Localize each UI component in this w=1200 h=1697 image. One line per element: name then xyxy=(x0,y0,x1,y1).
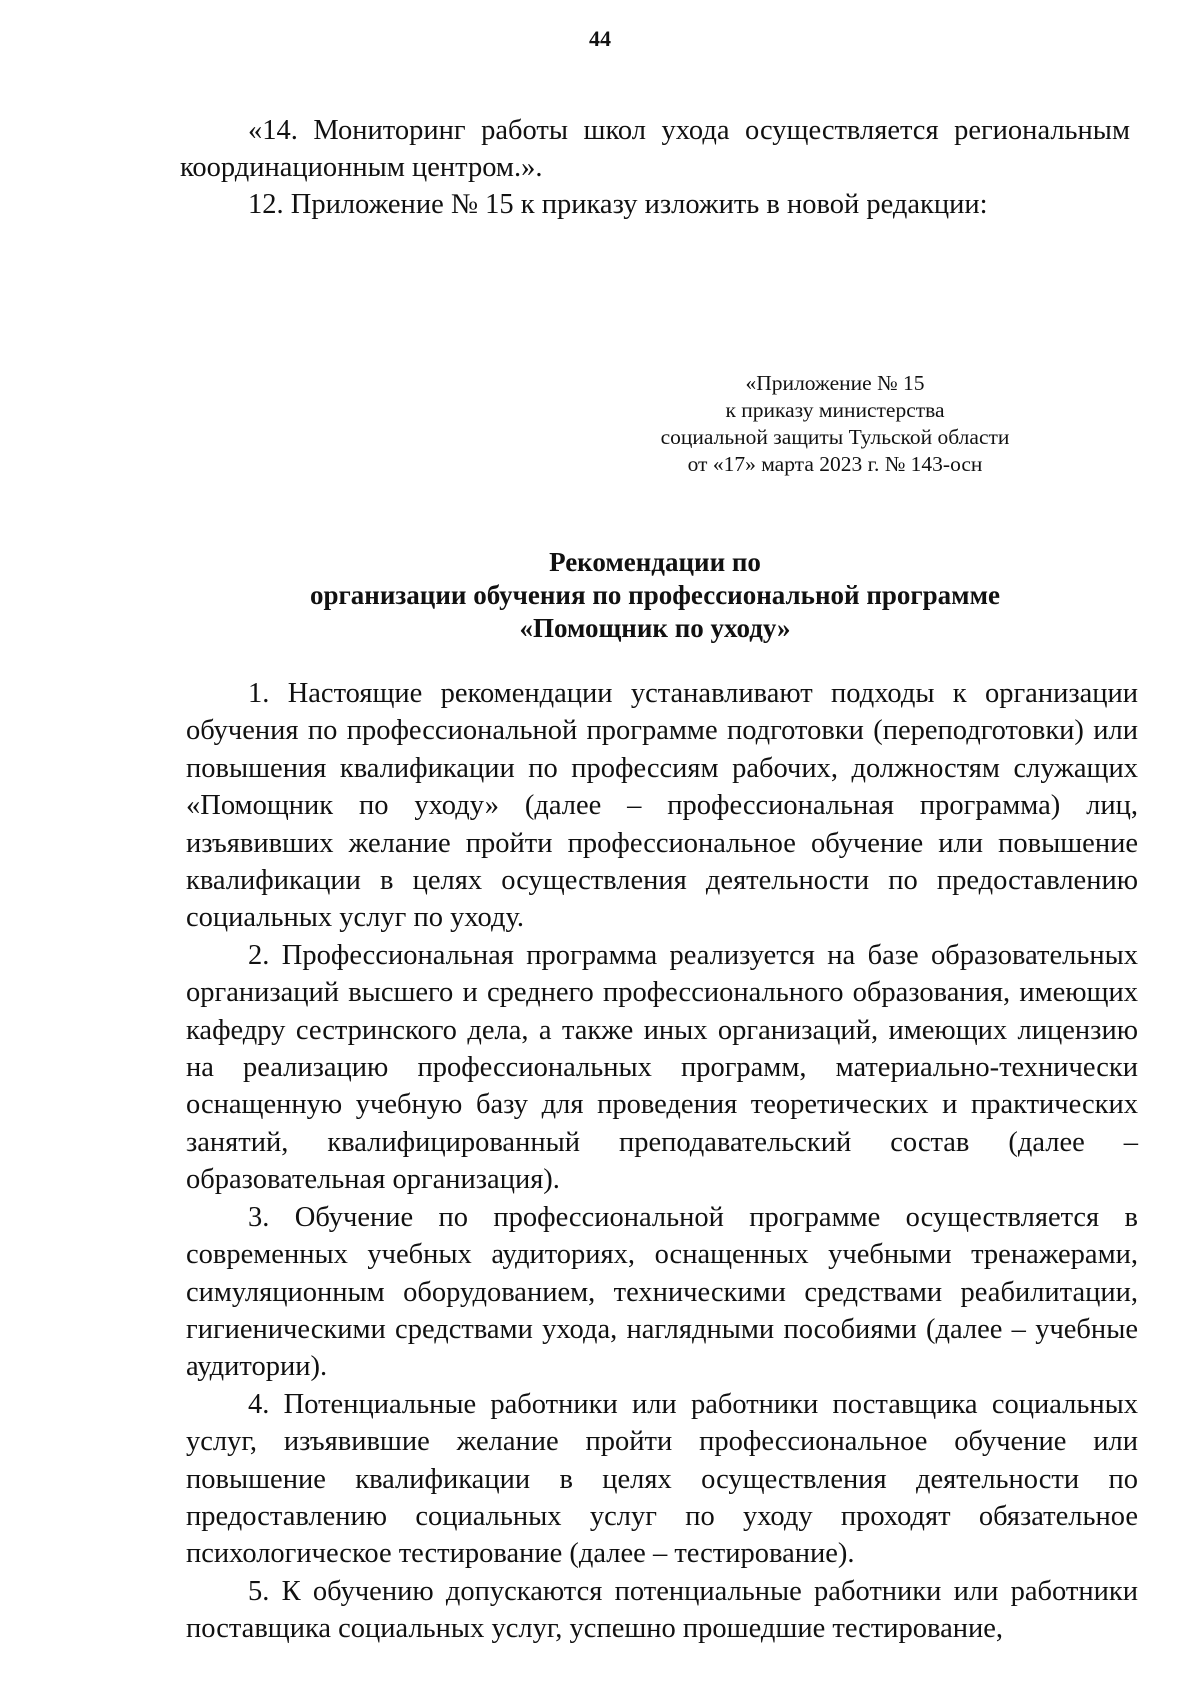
intro-item-12: 12. Приложение № 15 к приказу изложить в новой редакции: xyxy=(248,189,988,220)
appendix-line-1: «Приложение № 15 xyxy=(745,371,925,395)
appendix-line-2: к приказу министерства xyxy=(725,398,945,422)
appendix-line-3: социальной защиты Тульской области xyxy=(660,425,1010,449)
appendix-line-4: от «17» марта 2023 г. № 143-осн xyxy=(687,452,983,476)
title-line-3: «Помощник по уходу» xyxy=(519,613,791,643)
intro-item-14: «14. Мониторинг работы школ ухода осуществляется региональным координационным центром.». xyxy=(180,115,1130,183)
paragraph-4: 4. Потенциальные работники или работники поставщика социальных услуг, изъявившие желание пройти профессиональное обучение или повышение квалификации в целях осуществления деятельности по предоставлению социальных услуг по уходу проходят обязательное психологическое тестирование (далее – тестирование). xyxy=(186,1388,1138,1570)
paragraph-3: 3. Обучение по профессиональной программе осуществляется в современных учебных аудиториях, оснащенных учебными тренажерами, симуляционным оборудованием, техническими средствами реабилитации, гигиеническими средствами ухода, наглядными пособиями (далее – учебные аудитории). xyxy=(186,1201,1138,1383)
paragraph-5: 5. К обучению допускаются потенциальные работники или работники поставщика социальных услуг, успешно прошедшие тестирование, xyxy=(186,1575,1138,1645)
intro-block xyxy=(180,112,1130,223)
document-title xyxy=(180,546,1130,645)
appendix-reference xyxy=(620,370,1050,478)
paragraph-1: 1. Настоящие рекомендации устанавливают подходы к организации обучения по профессиональной программе подготовки (переподготовки) или повышения квалификации по профессиям рабочих, должностям служащих «Помощник по уходу» (далее – профессиональная программа) лиц, изъявивших желание пройти профессиональное обучение или повышение квалификации в целях осуществления деятельности по предоставлению социальных услуг по уходу. xyxy=(186,678,1138,934)
page-number: 44 xyxy=(589,26,611,51)
title-line-1: Рекомендации по xyxy=(549,547,761,577)
title-line-2: организации обучения по профессиональной программе xyxy=(310,580,1000,610)
paragraph-2: 2. Профессиональная программа реализуется на базе образовательных организаций высшего и среднего профессионального образования, имеющих кафедру сестринского дела, а также иных организаций, имеющих лицензию на реализацию профессиональных программ, материально-технически оснащенную учебную базу для проведения теоретических и практических занятий, квалифицированный преподавательский состав (далее – образовательная организация). xyxy=(186,939,1138,1196)
recommendations-body xyxy=(186,675,1138,1648)
